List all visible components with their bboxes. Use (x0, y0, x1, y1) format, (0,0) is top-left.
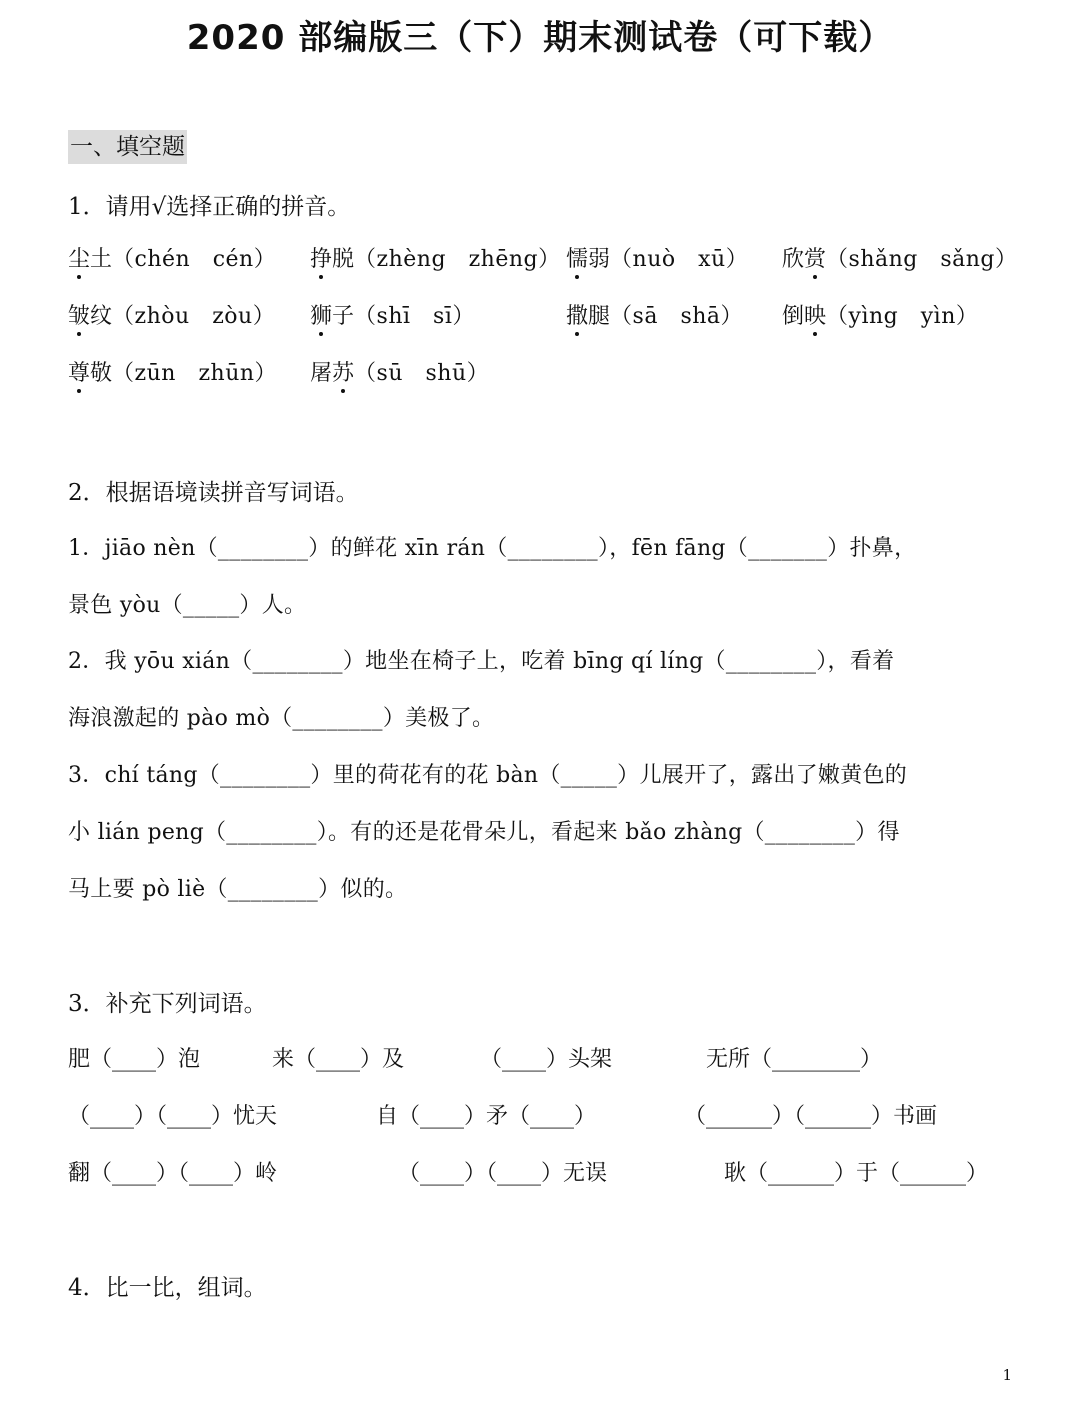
idiom-blank-item: 无所（________） (706, 1047, 883, 1072)
question-2-text-line: 2．我 yōu xián（________）地坐在椅子上，吃着 bīng qí líng（________），看着 (68, 649, 895, 674)
pinyin-choice-item: 狮子（shī sī） (310, 299, 475, 330)
pinyin-choice-item: 欣赏（shǎng sǎng） (782, 242, 1018, 273)
page-number: 1 (1002, 1366, 1012, 1384)
question-2-text-line: 3．chí táng（________）里的荷花有的花 bàn（_____）儿展开了，露出了嫩黄色的 (68, 763, 908, 788)
question-4-label: 4．比一比，组词。 (68, 1275, 267, 1301)
question-1-label: 1．请用√选择正确的拼音。 (68, 194, 351, 220)
question-2-label: 2．根据语境读拼音写词语。 (68, 480, 359, 506)
pinyin-choice-item: 皱纹（zhòu zòu） (68, 299, 275, 330)
idiom-blank-item: 来（____）及 (272, 1047, 405, 1072)
pinyin-choice-item: 尘土（chén cén） (68, 242, 276, 273)
idiom-blank-item: （____）（____）无误 (398, 1161, 608, 1186)
question-3-label: 3．补充下列词语。 (68, 991, 267, 1017)
question-2-text-line: 海浪激起的 pào mò（________）美极了。 (68, 706, 495, 731)
idiom-blank-item: （____）头架 (480, 1047, 613, 1072)
page-title: 2020 部编版三（下）期末测试卷（可下载） (186, 18, 894, 58)
pinyin-choice-item: 撒腿（sā shā） (566, 299, 743, 330)
question-2-text-line: 马上要 pò liè（________）似的。 (68, 877, 408, 902)
question-2-text-line: 1．jiāo nèn（________）的鲜花 xīn rán（________），fēn fāng（_______）扑鼻， (68, 536, 917, 561)
question-2-text-line: 小 lián peng（________）。有的还是花骨朵儿，看起来 bǎo zhàng（________）得 (68, 820, 900, 845)
pinyin-choice-item: 屠苏（sū shū） (310, 356, 489, 387)
idiom-blank-item: （____）（____）忧天 (68, 1104, 278, 1129)
question-2-text-line: 景色 yòu（_____）人。 (68, 593, 307, 618)
pinyin-choice-item: 挣脱（zhèng zhēng） (310, 242, 561, 273)
pinyin-choice-item: 懦弱（nuò xū） (566, 242, 748, 273)
pinyin-choice-item: 尊敬（zūn zhūn） (68, 356, 277, 387)
idiom-blank-item: （______）（______）书画 (684, 1104, 938, 1129)
idiom-blank-item: 自（____）矛（____） (376, 1104, 597, 1129)
section-heading-fill-in: 一、填空题 (68, 130, 187, 164)
pinyin-choice-item: 倒映（yìng yìn） (782, 299, 978, 330)
idiom-blank-item: 翻（____）（____）岭 (68, 1161, 278, 1186)
idiom-blank-item: 肥（____）泡 (68, 1047, 201, 1072)
idiom-blank-item: 耿（______）于（______） (724, 1161, 989, 1186)
